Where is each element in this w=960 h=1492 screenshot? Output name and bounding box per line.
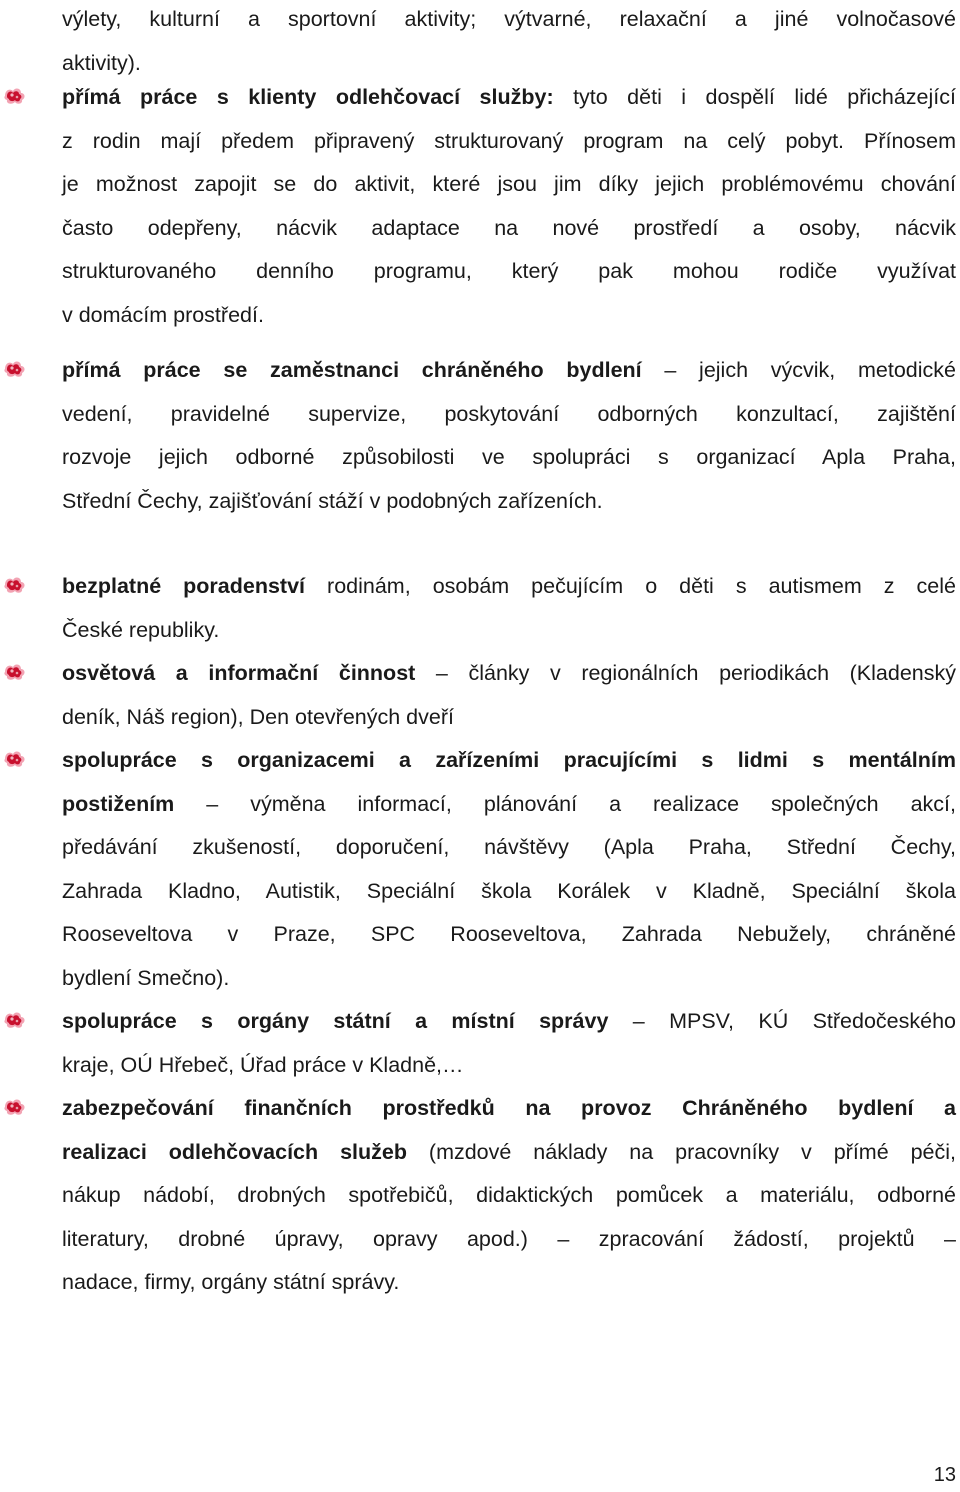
list-item-line	[62, 294, 956, 338]
item-text: České republiky.	[62, 617, 220, 642]
list-item-line	[62, 393, 956, 437]
item-text: Zahrada Kladno, Autistik, Speciální škola Korálek v Kladně, Speciální škola	[62, 878, 956, 903]
item-text: strukturovaného denního programu, který pak mohou rodiče využívat	[62, 259, 956, 284]
list-item-line	[62, 783, 956, 827]
list-item-line	[62, 250, 956, 294]
list-item	[62, 565, 956, 652]
item-heading: spolupráce s organizacemi a zařízeními pracujícími s lidmi s mentálním	[62, 748, 956, 772]
list-item-line	[62, 1000, 956, 1044]
item-text: je možnost zapojit se do aktivit, které jsou jim díky jejich problémovému chování	[62, 172, 956, 197]
list-item-line	[62, 436, 956, 480]
flower-bullet-icon	[3, 662, 27, 682]
list-item	[62, 652, 956, 739]
flower-bullet-icon	[3, 1097, 27, 1117]
list-item-line	[62, 1218, 956, 1262]
item-heading: realizaci odlehčovacích služeb	[62, 1139, 407, 1164]
list-item-line	[62, 120, 956, 164]
intro-paragraph	[62, 0, 956, 85]
list-item-line	[62, 1044, 956, 1088]
list-item	[62, 739, 956, 1001]
list-item-line	[62, 1261, 956, 1305]
list-item-line	[62, 913, 956, 957]
list-item	[62, 349, 956, 523]
item-text: (mzdové náklady na pracovníky v přímé péči,	[406, 1139, 957, 1164]
item-text: tyto děti i dospělí lidé přicházející	[553, 85, 956, 109]
list-item	[62, 1087, 956, 1305]
item-text: – MPSV, KÚ Středočeského	[608, 1009, 956, 1033]
item-heading: bezplatné poradenství	[62, 574, 306, 598]
list-item-line	[62, 609, 956, 653]
list-item-line	[62, 696, 956, 740]
flower-bullet-icon	[3, 575, 27, 595]
item-heading: přímá práce se zaměstnanci chráněného bydlení	[62, 358, 642, 382]
flower-bullet-icon	[3, 1010, 27, 1030]
item-heading: spolupráce s orgány státní a místní správy	[62, 1009, 609, 1033]
item-heading: zabezpečování finančních prostředků na provoz Chráněného bydlení a	[62, 1096, 956, 1120]
item-text: rodinám, osobám pečujícím o děti s autismem z celé	[305, 574, 956, 598]
list-item-line	[62, 1087, 956, 1131]
list-item-line	[62, 826, 956, 870]
flower-bullet-icon	[3, 749, 27, 769]
item-text: vedení, pravidelné supervize, poskytování odborných konzultací, zajištění	[62, 401, 956, 426]
list-item-line	[62, 565, 956, 609]
item-text: z rodin mají předem připravený strukturovaný program na celý pobyt. Přínosem	[62, 128, 956, 153]
item-text: – jejich výcvik, metodické	[641, 358, 956, 382]
list-item-line	[62, 652, 956, 696]
list-item-line	[62, 480, 956, 524]
page-number: 13	[933, 1464, 956, 1486]
list-item-line	[62, 870, 956, 914]
intro-line-2: aktivity).	[62, 50, 141, 75]
list-item	[62, 76, 956, 338]
intro-line-1: výlety, kulturní a sportovní aktivity; výtvarné, relaxační a jiné volnočasové	[62, 7, 956, 31]
item-text: literatury, drobné úpravy, opravy apod.) – zpracování žádostí, projektů –	[62, 1226, 956, 1251]
item-text: kraje, OÚ Hřebeč, Úřad práce v Kladně,…	[62, 1052, 464, 1077]
list-item-line	[62, 349, 956, 393]
item-text: Střední Čechy, zajišťování stáží v podobných zařízeních.	[62, 488, 603, 513]
flower-bullet-icon	[3, 86, 27, 106]
list-item-line	[62, 207, 956, 251]
item-text: deník, Náš region), Den otevřených dveří	[62, 704, 454, 729]
item-text: nadace, firmy, orgány státní správy.	[62, 1270, 400, 1295]
list-item-line	[62, 1174, 956, 1218]
item-heading: přímá práce s klienty odlehčovací služby:	[62, 85, 554, 109]
list-item	[62, 1000, 956, 1087]
item-text: často odepřeny, nácvik adaptace na nové prostředí a osoby, nácvik	[62, 215, 956, 240]
item-heading: postižením	[62, 791, 175, 816]
item-text: – články v regionálních periodikách (Kladenský	[415, 661, 956, 685]
list-item-line	[62, 76, 956, 120]
list-item-line	[62, 1131, 956, 1175]
list-item-line	[62, 957, 956, 1001]
item-heading: osvětová a informační činnost	[62, 661, 416, 685]
list-item-line	[62, 739, 956, 783]
item-text: Rooseveltova v Praze, SPC Rooseveltova, Zahrada Nebužely, chráněné	[62, 922, 956, 947]
item-text: v domácím prostředí.	[62, 302, 264, 327]
item-text: předávání zkušeností, doporučení, návštěvy (Apla Praha, Střední Čechy,	[62, 835, 956, 860]
item-text: – výměna informací, plánování a realizace společných akcí,	[174, 791, 956, 816]
item-text: bydlení Smečno).	[62, 965, 230, 990]
item-text: nákup nádobí, drobných spotřebičů, didaktických pomůcek a materiálu, odborné	[62, 1183, 956, 1208]
list-item-line	[62, 163, 956, 207]
flower-bullet-icon	[3, 359, 27, 379]
item-text: rozvoje jejich odborné způsobilosti ve spolupráci s organizací Apla Praha,	[62, 445, 956, 470]
